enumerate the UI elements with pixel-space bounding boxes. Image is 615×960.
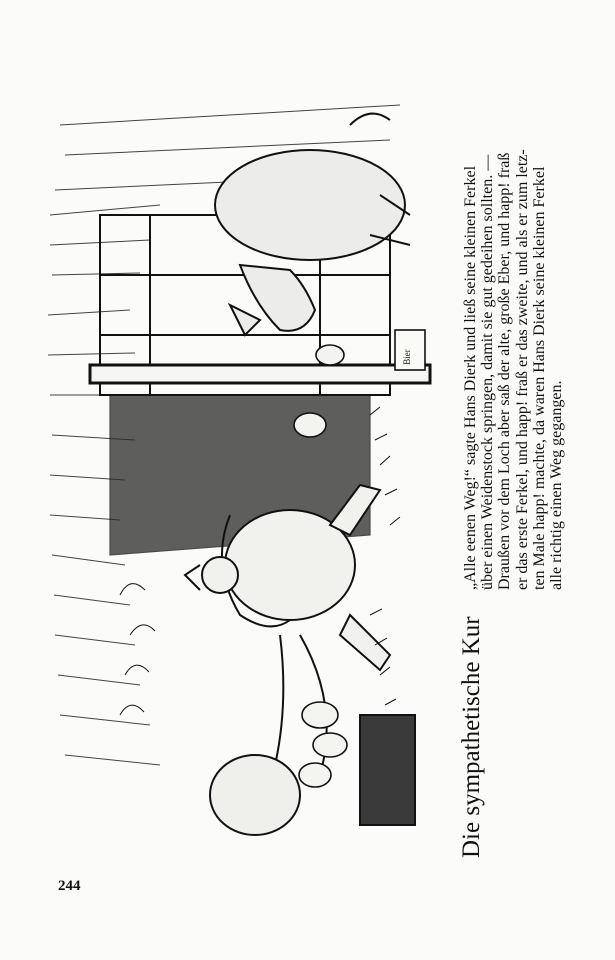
story-text (462, 50, 572, 590)
story-line: Draußen vor dem Loch aber saß der alte, große Eber, und happ! fraß (496, 152, 514, 590)
story-line: ten Male happ! machte, da waren Hans Dierk seine kleinen Ferkel (530, 166, 548, 590)
sign-text: Bier (402, 349, 412, 365)
story-line: „Alle eenen Weg!“ sagte Hans Dierk und ließ seine kleinen Ferkel (462, 165, 479, 590)
story-line: über einen Weidenstock springen, damit sie gut gedeihen sollten. — (479, 154, 497, 590)
story-illustration (40, 95, 450, 855)
story-title: Die sympathetische Kur (458, 616, 485, 858)
illustration-drawing (40, 95, 450, 855)
page-number: 244 (58, 878, 81, 894)
story-line: alle richtig einen Weg gegangen. (548, 380, 566, 590)
story-line: er das erste Ferkel, und happ! fraß er das zweite, und als er zum letz- (513, 149, 531, 590)
